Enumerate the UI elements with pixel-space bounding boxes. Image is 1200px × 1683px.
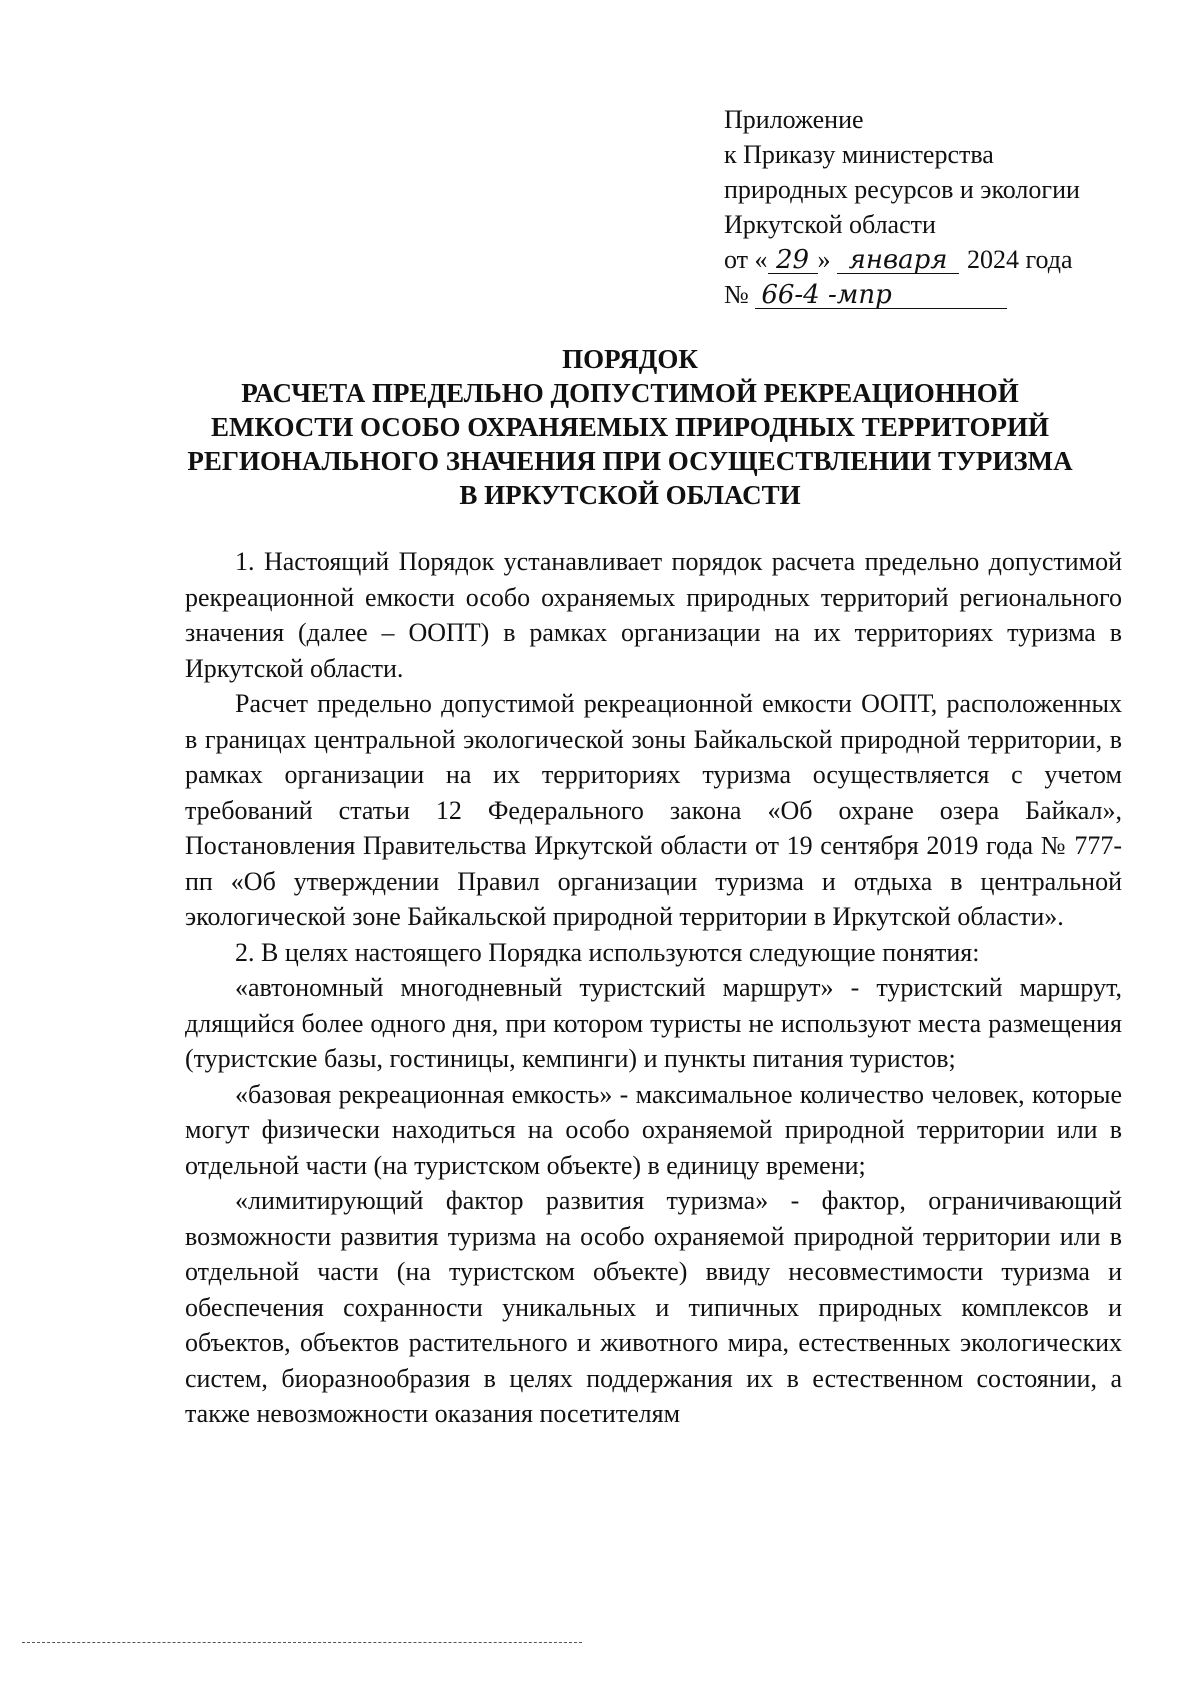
footer-rule: [22, 1642, 582, 1643]
title-line-2: РАСЧЕТА ПРЕДЕЛЬНО ДОПУСТИМОЙ РЕКРЕАЦИОННОЙ: [241, 378, 1019, 408]
date-mid: »: [817, 245, 831, 274]
paragraph-3: 2. В целях настоящего Порядка используются следующие понятия:: [235, 937, 980, 967]
title-line-1: ПОРЯДОК: [562, 344, 698, 374]
paragraph-6: «лимитирующий фактор развития туризма» - фактор, ограничивающий возможности развития туризма на особо охраняемой природной территории или в отдельной части (на туристском объекте) ввиду несовместимости туризма и обеспечения сохранности уникальных и типичных природных комплексов и объектов, объектов растительного и животного мира, естественных экологических систем, биоразнообразия в целях поддержания их в естественном состоянии, а также невозможности оказания посетителям: [185, 1186, 1122, 1428]
title-line-4: РЕГИОНАЛЬНОГО ЗНАЧЕНИЯ ПРИ ОСУЩЕСТВЛЕНИИ ТУРИЗМА: [187, 446, 1073, 476]
paragraph-2: Расчет предельно допустимой рекреационной емкости ООПТ, расположенных в границах центральной экологической зоны Байкальской природной территории, в рамках организации на их территориях туризма осуществляется с учетом требований статьи 12 Федерального закона «Об охране озера Байкал», Постановления Правительства Иркутской области от 19 сентября 2019 года № 777-пп «Об утверждении Правил организации туризма и отдыха в центральной экологической зоне Байкальской природной территории в Иркутской области».: [185, 689, 1122, 931]
appendix-line-2: к Приказу министерства: [724, 140, 994, 169]
appendix-line-3: природных ресурсов и экологии: [724, 175, 1080, 204]
appendix-date-line: [724, 242, 1144, 277]
title-line-5: В ИРКУТСКОЙ ОБЛАСТИ: [459, 480, 801, 510]
title-line-3: ЕМКОСТИ ОСОБО ОХРАНЯЕМЫХ ПРИРОДНЫХ ТЕРРИТОРИЙ: [211, 412, 1049, 442]
document-body: [185, 544, 1122, 1432]
appendix-header: [724, 102, 1144, 312]
date-day-handwritten: 29: [768, 247, 818, 274]
appendix-line-1: Приложение: [724, 105, 864, 134]
appendix-line-4: Иркутской области: [724, 210, 936, 239]
paragraph-1: 1. Настоящий Порядок устанавливает порядок расчета предельно допустимой рекреационной емкости особо охраняемых природных территорий регионального значения (далее – ООПТ) в рамках организации на их территориях туризма в Иркутской области.: [185, 547, 1122, 683]
order-number-handwritten: 66-4 -мпр: [755, 282, 1007, 309]
number-prefix: №: [724, 280, 749, 309]
appendix-number-line: [724, 277, 1144, 312]
date-month-handwritten: января: [837, 247, 959, 274]
document-title: [150, 342, 1110, 512]
paragraph-4: «автономный многодневный туристский маршрут» - туристский маршрут, длящийся более одного дня, при котором туристы не используют места размещения (туристские базы, гостиницы, кемпинги) и пункты питания туристов;: [185, 973, 1122, 1073]
date-prefix: от «: [724, 245, 768, 274]
paragraph-5: «базовая рекреационная емкость» - максимальное количество человек, которые могут физически находиться на особо охраняемой природной территории или в отдельной части (на туристском объекте) в единицу времени;: [185, 1079, 1122, 1180]
date-year: 2024 года: [967, 245, 1073, 274]
